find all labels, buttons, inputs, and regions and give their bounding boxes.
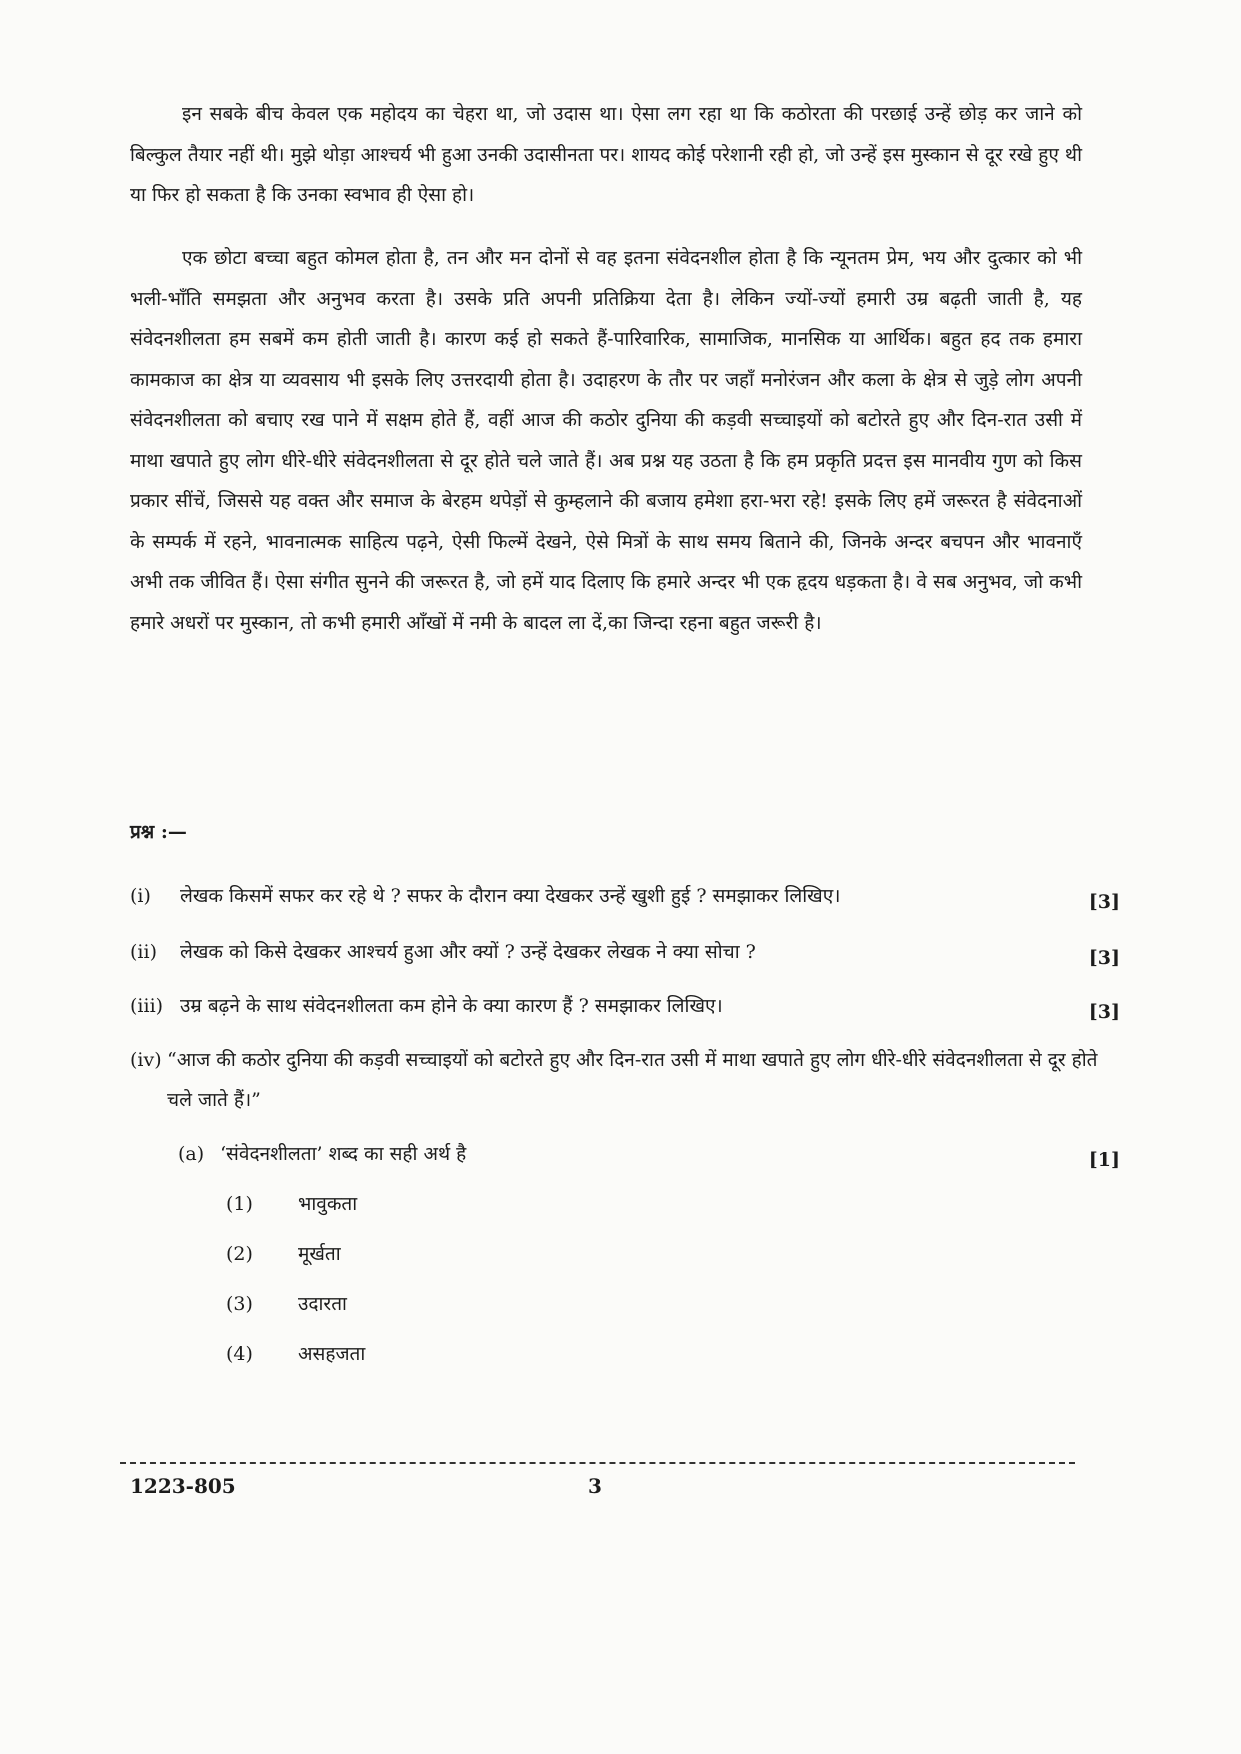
option-number: (4) bbox=[226, 1343, 253, 1365]
page-number: 3 bbox=[588, 1474, 602, 1498]
paper-code: 1223-805 bbox=[130, 1474, 236, 1498]
question-text: लेखक किसमें सफर कर रहे थे ? सफर के दौरान क्या देखकर उन्हें खुशी हुई ? समझाकर लिखिए। bbox=[180, 885, 841, 907]
question-number: (ii) bbox=[130, 941, 157, 963]
footer-divider bbox=[120, 1462, 1075, 1464]
sub-question-number: (a) bbox=[178, 1143, 205, 1165]
option-number: (1) bbox=[226, 1193, 253, 1215]
sub-question-marks: [1] bbox=[1088, 1149, 1120, 1171]
sub-question-text: ‘संवेदनशीलता’ शब्द का सही अर्थ है bbox=[220, 1143, 467, 1165]
question-4 bbox=[130, 1040, 1120, 1124]
option-number: (2) bbox=[226, 1243, 253, 1265]
question-text: “आज की कठोर दुनिया की कड़वी सच्चाइयों को बटोरते हुए और दिन-रात उसी में माथा खपाते हुए लोग धीरे-धीरे संवेदनशीलता से दूर होते चले जाते हैं।” bbox=[167, 1049, 1098, 1111]
option-number: (3) bbox=[226, 1293, 253, 1315]
option-text: मूर्खता bbox=[298, 1243, 341, 1265]
option-text: भावुकता bbox=[298, 1193, 358, 1215]
option-text: उदारता bbox=[298, 1293, 347, 1315]
option-text: असहजता bbox=[298, 1343, 366, 1365]
passage-paragraph-2: एक छोटा बच्चा बहुत कोमल होता है, तन और मन दोनों से वह इतना संवेदनशील होता है कि न्यूनतम प्रेम, भय और दुत्कार को भी भली-भाँति समझता और अनुभव करता है। उसके प्रति अपनी प्रतिक्रिया देता है। लेकिन ज्यों-ज्यों हमारी उम्र बढ़ती जाती है, यह संवेदनशीलता हम सबमें कम होती जाती है। कारण कई हो सकते हैं-पारिवारिक, सामाजिक, मानसिक या आर्थिक। बहुत हद तक हमारा कामकाज का क्षेत्र या व्यवसाय भी इसके लिए उत्तरदायी होता है। उदाहरण के तौर पर जहाँ मनोरंजन और कला के क्षेत्र से जुड़े लोग अपनी संवेदनशीलता को बचाए रख पाने में सक्षम होते हैं, वहीं आज की कठोर दुनिया की कड़वी सच्चाइयों को बटोरते हुए और दिन-रात उसी में माथा खपाते हुए लोग धीरे-धीरे संवेदनशीलता से दूर होते चले जाते हैं। अब प्रश्न यह उठता है कि हम प्रकृति प्रदत्त इस मानवीय गुण को किस प्रकार सींचें, जिससे यह वक्त और समाज के बेरहम थपेड़ों से कुम्हलाने की बजाय हमेशा हरा-भरा रहे! इसके लिए हमें जरूरत है संवेदनाओं के सम्पर्क में रहने, भावनात्मक साहित्य पढ़ने, ऐसी फिल्में देखने, ऐसे मित्रों के साथ समय बिताने की, जिनके अन्दर बचपन और भावनाएँ अभी तक जीवित हैं। ऐसा संगीत सुनने की जरूरत है, जो हमें याद दिलाए कि हमारे अन्दर भी एक हृदय धड़कता है। वे सब अनुभव, जो कभी हमारे अधरों पर मुस्कान, तो कभी हमारी आँखों में नमी के बादल ला दें,का जिन्दा रहना बहुत जरूरी है। bbox=[130, 247, 1082, 634]
question-marks: [3] bbox=[1088, 1001, 1120, 1023]
question-text: उम्र बढ़ने के साथ संवेदनशीलता कम होने के क्या कारण हैं ? समझाकर लिखिए। bbox=[180, 995, 723, 1017]
question-number: (iii) bbox=[130, 995, 164, 1017]
passage-paragraph-1: इन सबके बीच केवल एक महोदय का चेहरा था, जो उदास था। ऐसा लग रहा था कि कठोरता की परछाई उन्हें छोड़ कर जाने को बिल्कुल तैयार नहीं थी। मुझे थोड़ा आश्चर्य भी हुआ उनकी उदासीनता पर। शायद कोई परेशानी रही हो, जो उन्हें इस मुस्कान से दूर रखे हुए थी या फिर हो सकता है कि उनका स्वभाव ही ऐसा हो। bbox=[130, 103, 1082, 206]
question-marks: [3] bbox=[1088, 891, 1120, 913]
question-text: लेखक को किसे देखकर आश्चर्य हुआ और क्यों ? उन्हें देखकर लेखक ने क्या सोचा ? bbox=[180, 941, 756, 963]
question-marks: [3] bbox=[1088, 947, 1120, 969]
question-number: (iv) bbox=[130, 1049, 162, 1071]
questions-heading: प्रश्न :— bbox=[130, 821, 187, 843]
question-number: (i) bbox=[130, 885, 151, 907]
